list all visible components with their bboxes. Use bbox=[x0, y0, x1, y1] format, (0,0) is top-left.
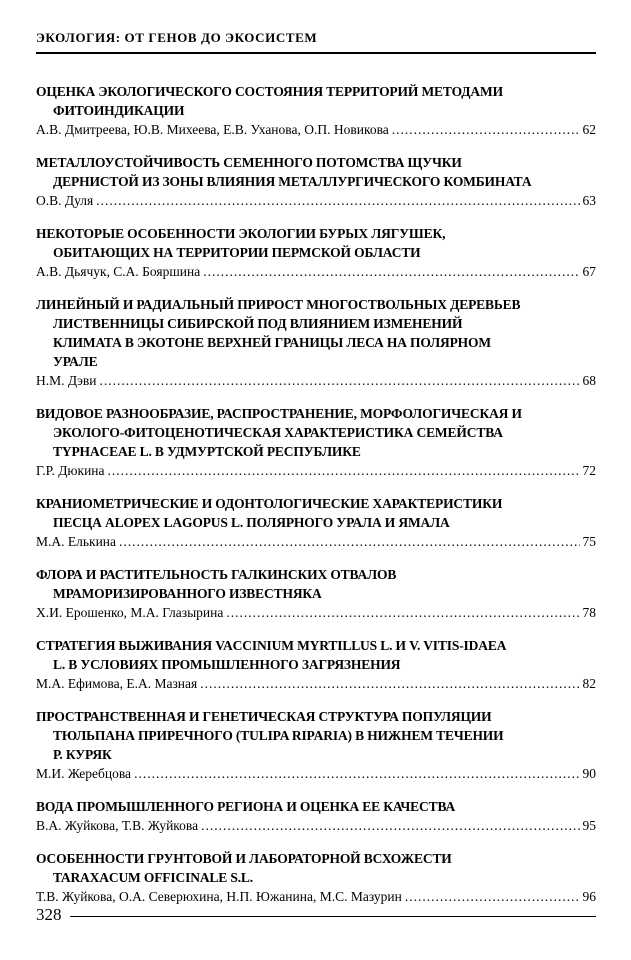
entry-title-line: ОСОБЕННОСТИ ГРУНТОВОЙ И ЛАБОРАТОРНОЙ ВСХОЖЕСТИ bbox=[36, 851, 452, 866]
table-of-contents bbox=[36, 82, 596, 920]
entry-title bbox=[36, 224, 596, 262]
entry-title-line: ПРОСТРАНСТВЕННАЯ И ГЕНЕТИЧЕСКАЯ СТРУКТУРА ПОПУЛЯЦИИ bbox=[36, 709, 492, 724]
entry-authors-row bbox=[36, 532, 596, 551]
entry-title-line: ФИТОИНДИКАЦИИ bbox=[53, 103, 185, 118]
entry-title-line: ОБИТАЮЩИХ НА ТЕРРИТОРИИ ПЕРМСКОЙ ОБЛАСТИ bbox=[53, 245, 421, 260]
entry-title-line: ВИДОВОЕ РАЗНООБРАЗИЕ, РАСПРОСТРАНЕНИЕ, МОРФОЛОГИЧЕСКАЯ И bbox=[36, 406, 522, 421]
entry-page-number: 67 bbox=[582, 264, 596, 279]
dot-leader bbox=[108, 461, 580, 480]
entry-authors: М.А. Елькина bbox=[36, 534, 117, 549]
entry-title bbox=[36, 295, 596, 371]
entry-title bbox=[36, 565, 596, 603]
entry-authors-row bbox=[36, 371, 596, 390]
toc-entry bbox=[36, 295, 596, 390]
entry-page-number: 96 bbox=[582, 889, 596, 904]
entry-title bbox=[36, 707, 596, 764]
entry-title bbox=[36, 797, 596, 816]
entry-page-number: 72 bbox=[582, 463, 596, 478]
entry-title-line: НЕКОТОРЫЕ ОСОБЕННОСТИ ЭКОЛОГИИ БУРЫХ ЛЯГУШЕК, bbox=[36, 226, 446, 241]
entry-authors-row bbox=[36, 191, 596, 210]
entry-title-line: МЕТАЛЛОУСТОЙЧИВОСТЬ СЕМЕННОГО ПОТОМСТВА ЩУЧКИ bbox=[36, 155, 462, 170]
entry-authors-row bbox=[36, 461, 596, 480]
entry-page-number: 68 bbox=[582, 373, 596, 388]
header-divider bbox=[36, 52, 596, 54]
entry-authors: М.И. Жеребцова bbox=[36, 766, 132, 781]
dot-leader bbox=[119, 532, 579, 551]
entry-authors-row bbox=[36, 262, 596, 281]
dot-leader bbox=[134, 764, 579, 783]
entry-title-line: L. В УСЛОВИЯХ ПРОМЫШЛЕННОГО ЗАГРЯЗНЕНИЯ bbox=[53, 657, 401, 672]
entry-authors: Х.И. Ерошенко, М.А. Глазырина bbox=[36, 605, 224, 620]
entry-authors-row bbox=[36, 764, 596, 783]
entry-authors: В.А. Жуйкова, Т.В. Жуйкова bbox=[36, 818, 199, 833]
toc-entry bbox=[36, 153, 596, 210]
entry-page-number: 82 bbox=[582, 676, 596, 691]
dot-leader bbox=[405, 887, 580, 906]
dot-leader bbox=[201, 816, 579, 835]
entry-authors-row bbox=[36, 674, 596, 693]
entry-title-line: ЛИНЕЙНЫЙ И РАДИАЛЬНЫЙ ПРИРОСТ МНОГОСТВОЛЬНЫХ ДЕРЕВЬЕВ bbox=[36, 297, 521, 312]
dot-leader bbox=[203, 262, 579, 281]
entry-title-line: ОЦЕНКА ЭКОЛОГИЧЕСКОГО СОСТОЯНИЯ ТЕРРИТОРИЙ МЕТОДАМИ bbox=[36, 84, 503, 99]
entry-page-number: 62 bbox=[582, 122, 596, 137]
toc-entry bbox=[36, 636, 596, 693]
toc-entry bbox=[36, 494, 596, 551]
entry-authors: О.В. Дуля bbox=[36, 193, 94, 208]
entry-page-number: 95 bbox=[582, 818, 596, 833]
dot-leader bbox=[200, 674, 579, 693]
entry-title-line: ДЕРНИСТОЙ ИЗ ЗОНЫ ВЛИЯНИЯ МЕТАЛЛУРГИЧЕСКОГО КОМБИНАТА bbox=[53, 174, 532, 189]
toc-entry bbox=[36, 849, 596, 906]
dot-leader bbox=[99, 371, 579, 390]
entry-title bbox=[36, 849, 596, 887]
entry-title-line: Р. КУРЯК bbox=[53, 747, 112, 762]
toc-entry bbox=[36, 797, 596, 835]
toc-entry bbox=[36, 565, 596, 622]
entry-title-line: ПЕСЦА ALOPEX LAGOPUS L. ПОЛЯРНОГО УРАЛА И ЯМАЛА bbox=[53, 515, 450, 530]
entry-page-number: 75 bbox=[582, 534, 596, 549]
dot-leader bbox=[226, 603, 579, 622]
entry-title bbox=[36, 404, 596, 461]
entry-authors: А.В. Дьячук, С.А. Бояршина bbox=[36, 264, 201, 279]
entry-authors-row bbox=[36, 603, 596, 622]
entry-page-number: 78 bbox=[582, 605, 596, 620]
entry-title-line: TYPHACEAE L. В УДМУРТСКОЙ РЕСПУБЛИКЕ bbox=[53, 444, 361, 459]
dot-leader bbox=[392, 120, 580, 139]
toc-entry bbox=[36, 224, 596, 281]
entry-authors: А.В. Дмитреева, Ю.В. Михеева, Е.В. Уханова, О.П. Новикова bbox=[36, 122, 389, 137]
entry-title-line: КЛИМАТА В ЭКОТОНЕ ВЕРХНЕЙ ГРАНИЦЫ ЛЕСА НА ПОЛЯРНОМ bbox=[53, 335, 491, 350]
entry-page-number: 90 bbox=[582, 766, 596, 781]
entry-title-line: ТЮЛЬПАНА ПРИРЕЧНОГО (TULIPA RIPARIA) В НИЖНЕМ ТЕЧЕНИИ bbox=[53, 728, 504, 743]
entry-title-line: ЭКОЛОГО-ФИТОЦЕНОТИЧЕСКАЯ ХАРАКТЕРИСТИКА СЕМЕЙСТВА bbox=[53, 425, 503, 440]
entry-title-line: МРАМОРИЗИРОВАННОГО ИЗВЕСТНЯКА bbox=[53, 586, 322, 601]
entry-title-line: ЛИСТВЕННИЦЫ СИБИРСКОЙ ПОД ВЛИЯНИЕМ ИЗМЕНЕНИЙ bbox=[53, 316, 463, 331]
entry-page-number: 63 bbox=[582, 193, 596, 208]
entry-title-line: TARAXACUM OFFICINALE S.L. bbox=[53, 870, 254, 885]
entry-authors: Н.М. Дэви bbox=[36, 373, 97, 388]
dot-leader bbox=[96, 191, 579, 210]
entry-authors: Г.Р. Дюкина bbox=[36, 463, 105, 478]
footer-divider bbox=[70, 916, 597, 917]
entry-title-line: ВОДА ПРОМЫШЛЕННОГО РЕГИОНА И ОЦЕНКА ЕЕ КАЧЕСТВА bbox=[36, 799, 456, 814]
page-number: 328 bbox=[36, 905, 62, 924]
entry-authors-row bbox=[36, 816, 596, 835]
entry-title-line: СТРАТЕГИЯ ВЫЖИВАНИЯ VACCINIUM MYRTILLUS L. И V. VITIS-IDAEA bbox=[36, 638, 507, 653]
toc-entry bbox=[36, 82, 596, 139]
running-header: ЭКОЛОГИЯ: ОТ ГЕНОВ ДО ЭКОСИСТЕМ bbox=[36, 30, 318, 45]
entry-authors: М.А. Ефимова, Е.А. Мазная bbox=[36, 676, 198, 691]
entry-authors-row bbox=[36, 120, 596, 139]
page-footer bbox=[36, 905, 596, 925]
entry-authors: Т.В. Жуйкова, О.А. Северюхина, Н.П. Южанина, М.С. Мазурин bbox=[36, 889, 402, 904]
entry-title-line: УРАЛЕ bbox=[53, 354, 98, 369]
toc-entry bbox=[36, 404, 596, 480]
entry-title bbox=[36, 636, 596, 674]
entry-title bbox=[36, 494, 596, 532]
entry-authors-row bbox=[36, 887, 596, 906]
entry-title bbox=[36, 153, 596, 191]
toc-entry bbox=[36, 707, 596, 783]
entry-title-line: КРАНИОМЕТРИЧЕСКИЕ И ОДОНТОЛОГИЧЕСКИЕ ХАРАКТЕРИСТИКИ bbox=[36, 496, 503, 511]
entry-title bbox=[36, 82, 596, 120]
entry-title-line: ФЛОРА И РАСТИТЕЛЬНОСТЬ ГАЛКИНСКИХ ОТВАЛОВ bbox=[36, 567, 397, 582]
